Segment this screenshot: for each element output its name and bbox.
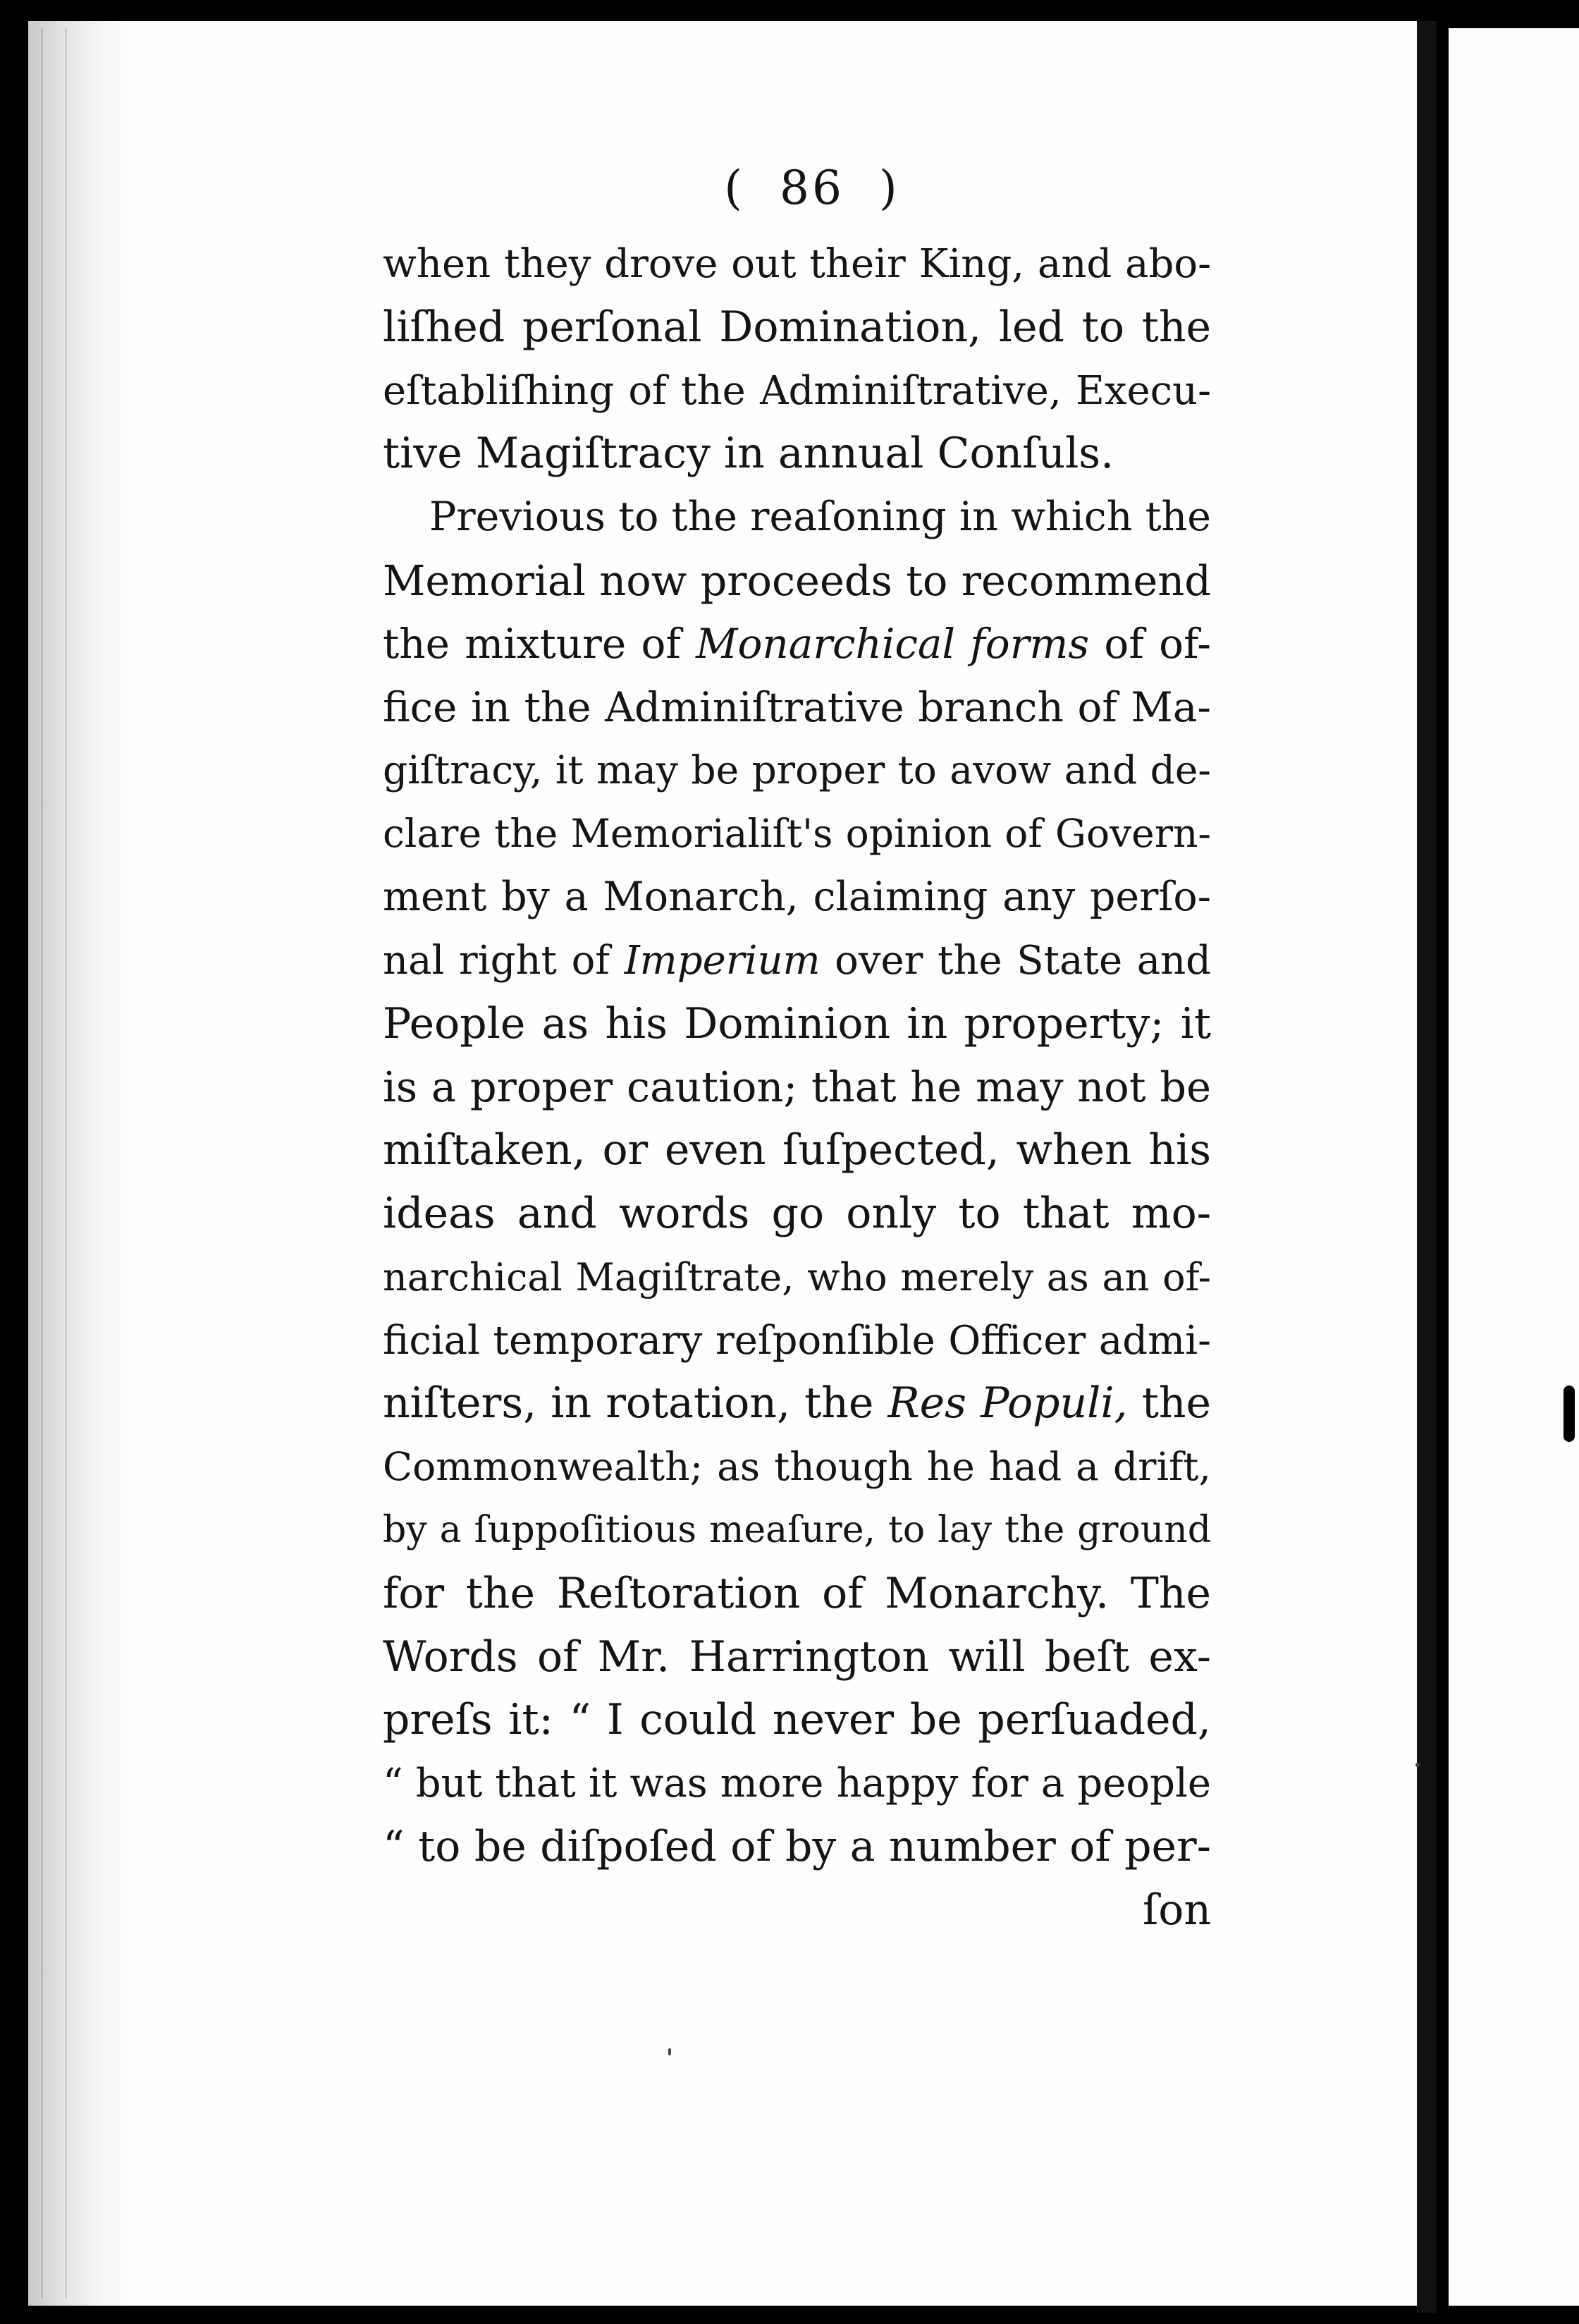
text-run: the <box>1127 1378 1211 1429</box>
text-line: Words of Mr. Harrington will beſt ex- <box>383 1632 1211 1682</box>
text-line: liſhed perſonal Domination, led to the <box>383 302 1211 352</box>
gutter-line <box>41 28 43 2299</box>
catchword: ſon <box>1143 1885 1211 1935</box>
text-line: preſs it: “ I could never be perſuaded, <box>383 1695 1211 1745</box>
stray-mark <box>668 2048 671 2055</box>
text-line: ideas and words go only to that mo- <box>383 1188 1211 1238</box>
text-line: when they drove out their King, and abo- <box>383 241 1211 287</box>
stray-mark <box>1415 1763 1420 1767</box>
adjacent-page-edge <box>1449 28 1579 2306</box>
text-line: People as his Dominion in property; it <box>383 998 1211 1048</box>
italic-phrase: Imperium <box>624 937 821 984</box>
text-line: Memorial now proceeds to recommend <box>383 556 1211 605</box>
text-run: of of- <box>1089 619 1211 668</box>
body-text <box>383 233 1211 1943</box>
text-line: by a ſuppoſitious meaſure, to lay the ground <box>383 1508 1211 1551</box>
text-run: over the State and <box>820 937 1211 984</box>
text-line <box>383 929 1211 993</box>
text-line: miſtaken, or even ſuſpected, when his <box>383 1125 1211 1175</box>
text-line: clare the Memorialiſt's opinion of Govern- <box>383 811 1211 857</box>
binding-spine <box>1417 21 1437 2313</box>
text-line: for the Reſtoration of Monarchy. The <box>383 1568 1211 1618</box>
page-gutter-shadow <box>28 21 134 2306</box>
text-line: giſtracy, it may be proper to avow and de- <box>383 747 1211 793</box>
text-run: niſters, in rotation, the <box>383 1378 888 1429</box>
text-line <box>383 613 1211 676</box>
italic-phrase: Res Populi, <box>887 1378 1128 1429</box>
text-line: narchical Magiſtrate, who merely as an of- <box>383 1254 1211 1299</box>
text-line: “ but that it was more happy for a people <box>383 1761 1211 1807</box>
text-line: Commonwealth; as though he had a drift, <box>383 1444 1211 1490</box>
italic-phrase: Monarchical forms <box>696 619 1090 668</box>
text-line: is a proper caution; that he may not be <box>383 1063 1211 1112</box>
text-line: “ to be diſpoſed of by a number of per- <box>383 1821 1211 1871</box>
text-line: tive Magiſtracy in annual Conſuls. <box>383 429 1114 479</box>
text-run: the mixture of <box>383 619 696 668</box>
text-line <box>383 1372 1211 1436</box>
gutter-line <box>65 28 67 2299</box>
page-number: ( 86 ) <box>724 161 900 215</box>
text-line: fice in the Adminiſtrative branch of Ma- <box>383 683 1211 731</box>
text-run: nal right of <box>383 937 625 984</box>
text-line: ficial temporary reſponſible Officer admi- <box>383 1317 1211 1364</box>
edge-ink-mark <box>1563 1386 1575 1442</box>
text-line: Previous to the reaſoning in which the <box>429 494 1211 541</box>
text-line: ment by a Monarch, claiming any perſo- <box>383 873 1211 920</box>
text-line: eſtabliſhing of the Adminiſtrative, Execu- <box>383 367 1211 414</box>
